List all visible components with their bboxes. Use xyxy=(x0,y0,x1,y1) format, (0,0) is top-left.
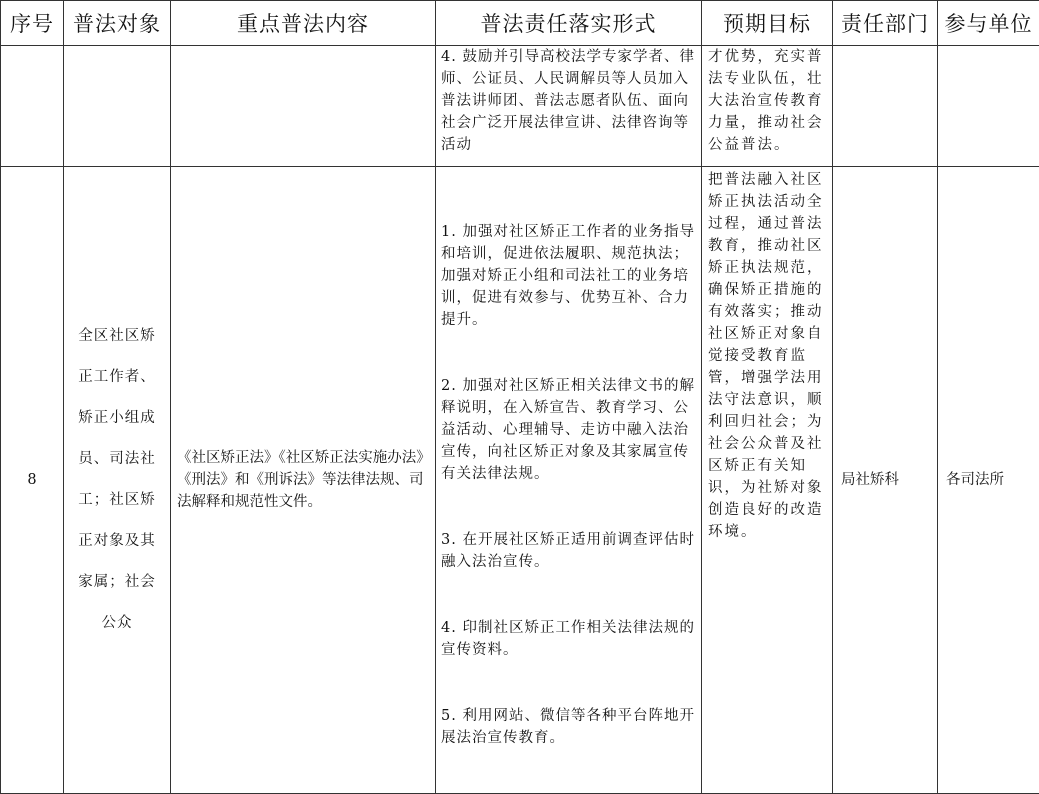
form-item: 5. 利用网站、微信等各种平台阵地开展法治宣传教育。 xyxy=(441,705,696,749)
cell-audience xyxy=(64,46,171,167)
cell-goal: 把普法融入社区矫正执法活动全过程，通过普法教育，推动社区矫正执法规范，确保矫正措施的有效落实；推动社区矫正对象自觉接受教育监管，增强学法用法守法意识，顺利回归社会；为社会公众普及社区矫正有关知识，为社矫对象创造良好的改造环境。 xyxy=(702,167,833,794)
cell-forms xyxy=(436,167,702,794)
header-audience: 普法对象 xyxy=(64,1,171,46)
cell-audience: 全区社区矫正工作者、矫正小组成员、司法社工；社区矫正对象及其家属；社会公众 xyxy=(64,167,171,794)
cell-content xyxy=(171,46,436,167)
form-item: 4. 印制社区矫正工作相关法律法规的宣传资料。 xyxy=(441,617,696,661)
table-row xyxy=(1,167,1039,794)
cell-partner: 各司法所 xyxy=(938,167,1039,794)
header-row xyxy=(1,1,1039,46)
cell-dept: 局社矫科 xyxy=(833,167,938,794)
cell-seq: 8 xyxy=(1,167,64,794)
header-dept: 责任部门 xyxy=(833,1,938,46)
cell-partner xyxy=(938,46,1039,167)
header-goal: 预期目标 xyxy=(702,1,833,46)
form-item: 3. 在开展社区矫正适用前调查评估时融入法治宣传。 xyxy=(441,529,696,573)
cell-goal: 才优势，充实普法专业队伍，壮大法治宣传教育力量，推动社会公益普法。 xyxy=(702,46,833,167)
cell-forms: 4. 鼓励并引导高校法学专家学者、律师、公证员、人民调解员等人员加入普法讲师团、普法志愿者队伍、面向社会广泛开展法律宣讲、法律咨询等活动 xyxy=(436,46,702,167)
header-partner: 参与单位 xyxy=(938,1,1039,46)
table-row xyxy=(1,46,1039,167)
cell-dept xyxy=(833,46,938,167)
header-seq: 序号 xyxy=(1,1,64,46)
form-item: 2. 加强对社区矫正相关法律文书的解释说明，在入矫宣告、教育学习、公益活动、心理辅导、走访中融入法治宣传，向社区矫正对象及其家属宣传有关法律法规。 xyxy=(441,375,696,485)
header-forms: 普法责任落实形式 xyxy=(436,1,702,46)
form-item: 1. 加强对社区矫正工作者的业务指导和培训，促进依法履职、规范执法；加强对矫正小组和司法社工的业务培训，促进有效参与、优势互补、合力提升。 xyxy=(441,221,696,331)
cell-seq xyxy=(1,46,64,167)
cell-content: 《社区矫正法》《社区矫正法实施办法》《刑法》和《刑诉法》等法律法规、司法解释和规范性文件。 xyxy=(171,167,436,794)
header-content: 重点普法内容 xyxy=(171,1,436,46)
